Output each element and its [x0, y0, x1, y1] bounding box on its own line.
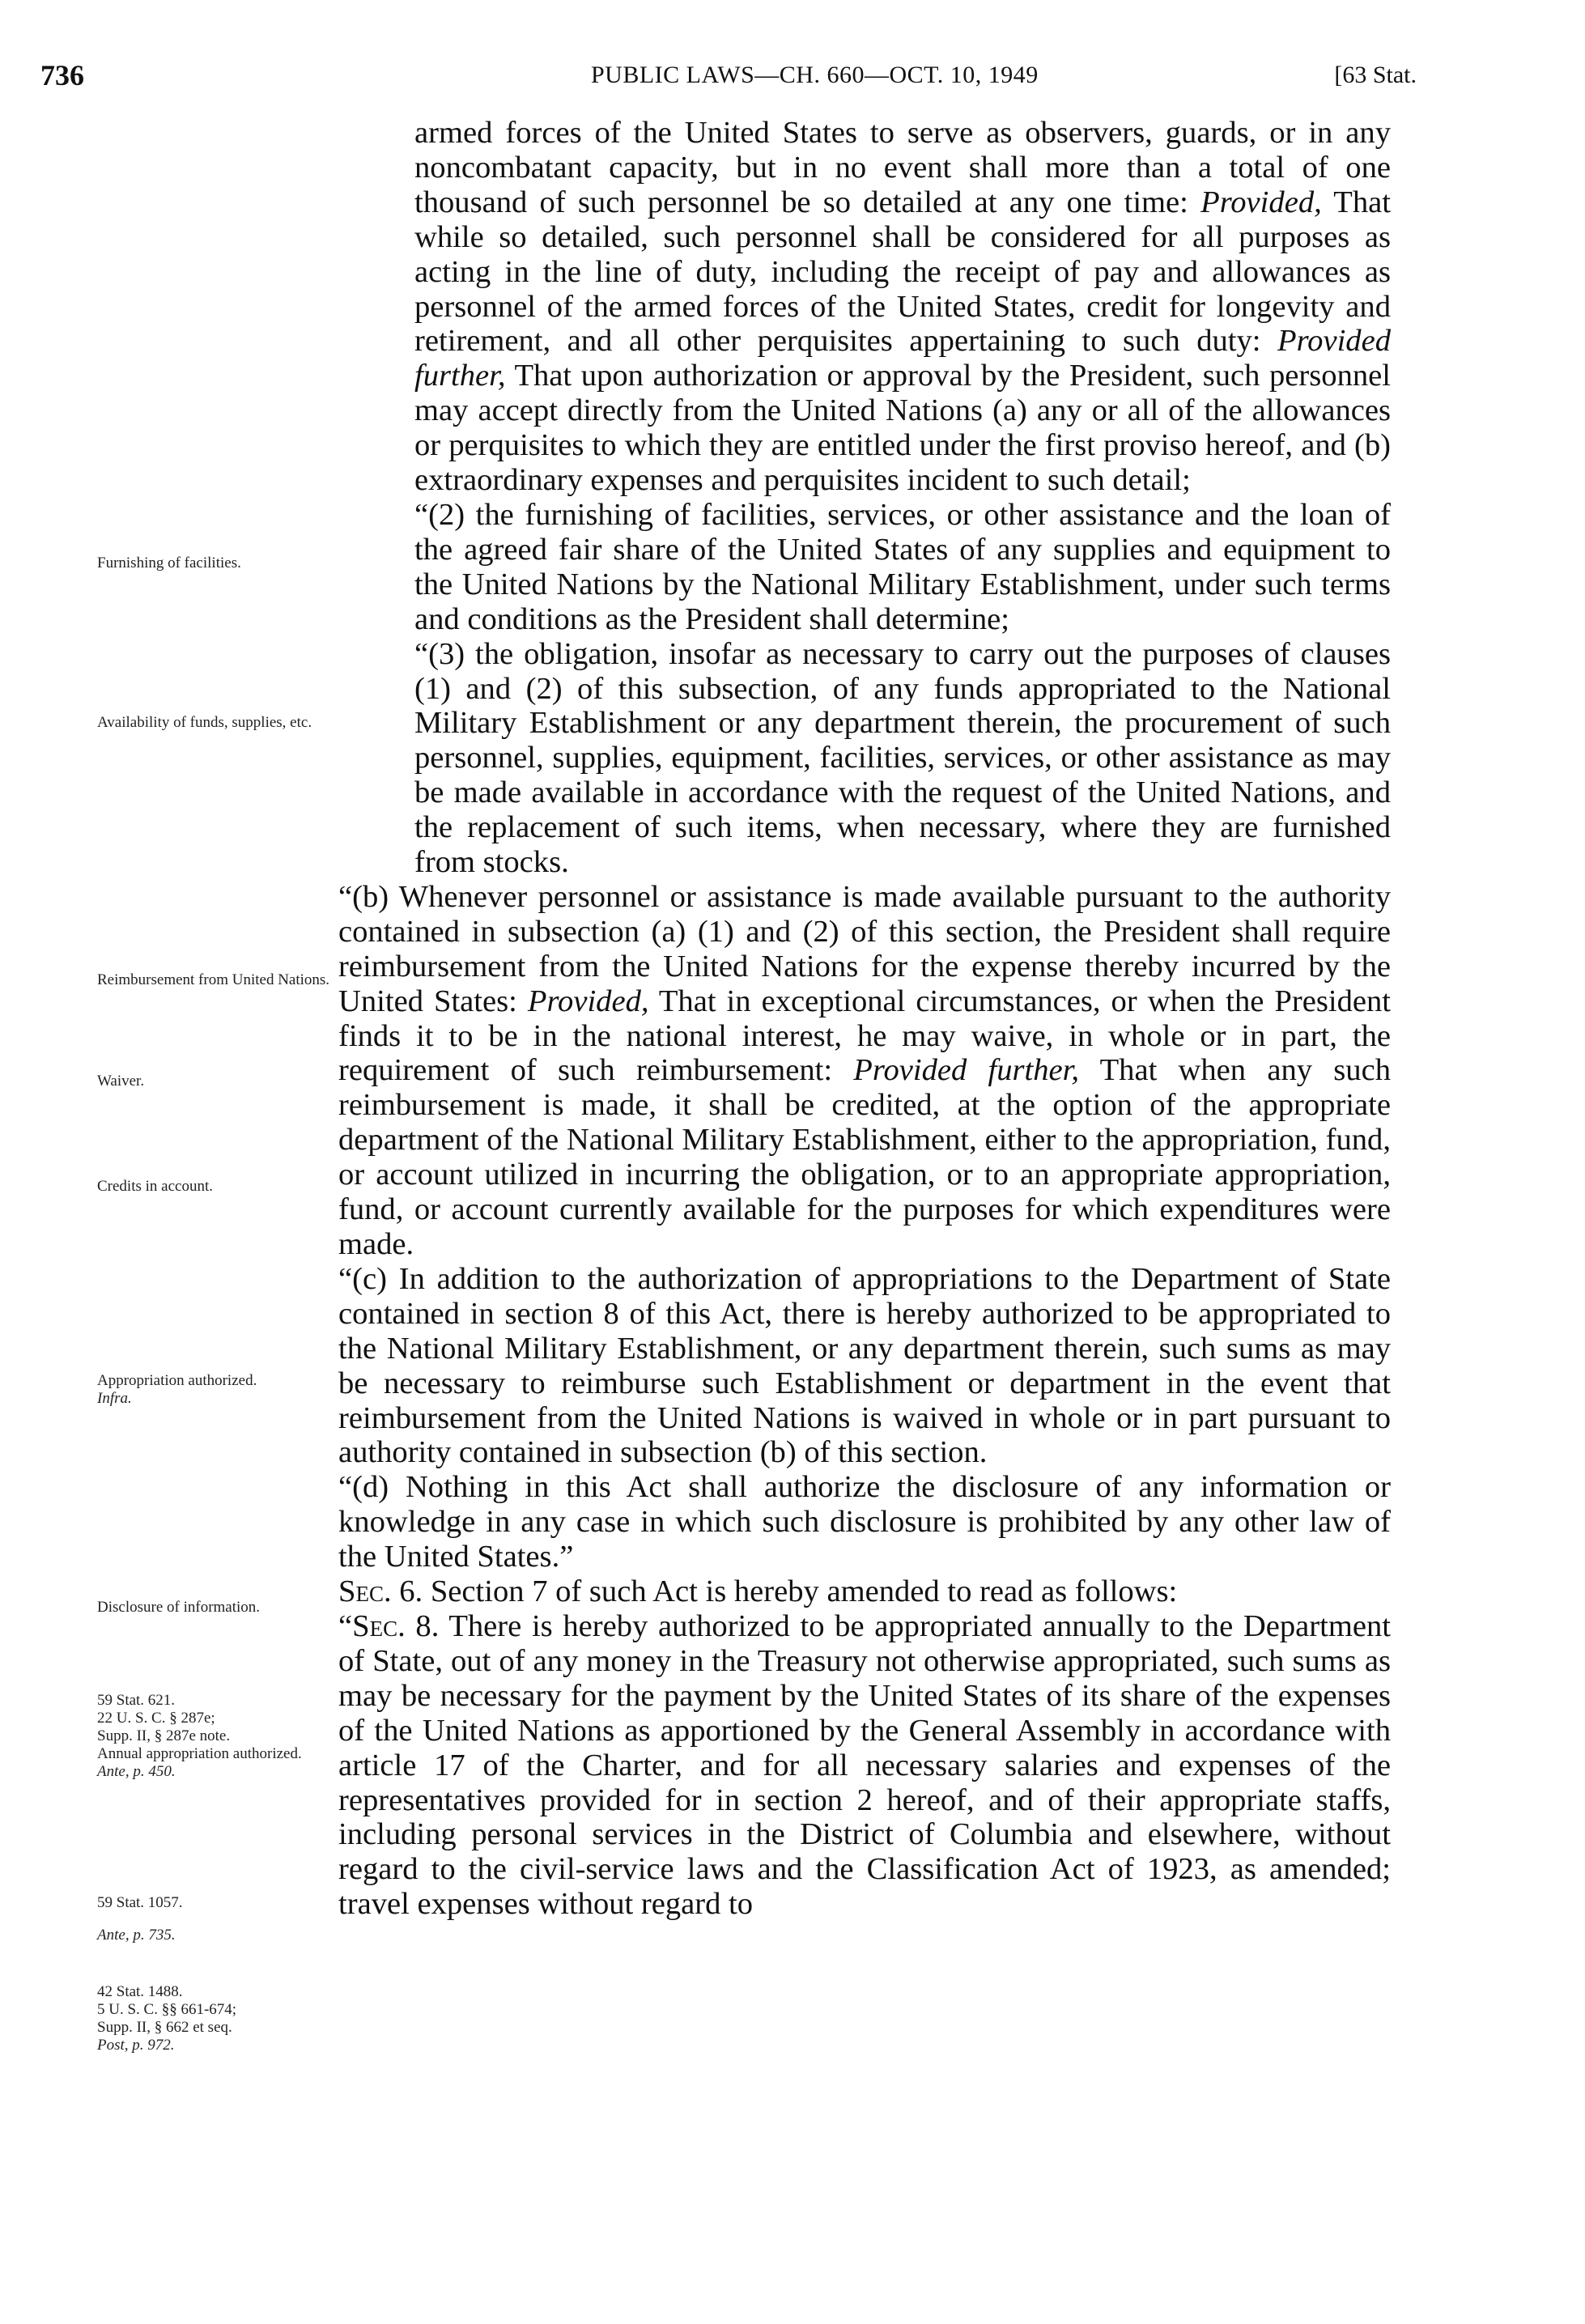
margin-note-waiver: Waiver. [97, 1073, 145, 1090]
paragraph-reimbursement: “(b) Whenever personnel or assistance is made available pursuant to the authority contained in subsection (a) (1) and (2) of this section, the President shall require reimbursement from the United Nations for the expense thereby incurred by the United States: Provided, That in exceptional circumstances, or when the President finds it to be in the national interest, he may waive, in whole or in part, the requirement of such reimbursement: Provided further, That when any such reimbursement is made, it shall be credited, at the option of the appropriate department of the National Military Establishment, either to the appropriation, fund, or account utilized in incurring the obligation, or to an appropriate appropriation, fund, or account currently available for the purposes for which expenditures were made. [338, 879, 1392, 1261]
margin-note-reimbursement: Reimbursement from United Nations. [97, 971, 330, 988]
paragraph-section-8: “Sec. 8. There is hereby authorized to be appropriated annually to the Department of State, out of any money in the Treasury not otherwise appropriated, such sums as may be necessary for the payment by the United States of its share of the expenses of the United Nations as apportioned by the General Assembly in accordance with article 17 of the Charter, and for all necessary salaries and expenses of the representatives provided for in section 2 hereof, and of their appropriate staffs, including personal services in the District of Columbia and elsewhere, without regard to the civil-service laws and the Classification Act of 1923, as amended; travel expenses without regard to [338, 1608, 1391, 1922]
margin-note-citation-59-stat-1057: 59 Stat. 1057. Ante, p. 735. [97, 1894, 183, 1944]
margin-note-citation-42-stat-1488: 42 Stat. 1488. 5 U. S. C. §§ 661-674; Supp. II, § 662 et seq. Post, p. 972. [97, 1983, 237, 2054]
margin-note-furnishing: Furnishing of facilities. [97, 554, 241, 571]
margin-note-appropriation: Appropriation authorized. Infra. [97, 1372, 257, 1407]
body-text [338, 116, 1391, 1922]
paragraph-disclosure: “(d) Nothing in this Act shall authorize the disclosure of any information or knowledge in any case in which such disclosure is prohibited by any other law of the United States.” [338, 1470, 1391, 1574]
margin-note-availability: Availability of funds, supplies, etc. [97, 714, 312, 731]
paragraph-appropriation: “(c) In addition to the authorization of appropriations to the Department of State contained in section 8 of this Act, there is hereby authorized to be appropriated to the National Military Establishment, or any department therein, such sums as may be necessary to reimburse such Establishment or department in the event that reimbursement from the United Nations is waived in whole or in part pursuant to authority contained in subsection (b) of this section. [338, 1261, 1391, 1470]
running-title: PUBLIC LAWS—CH. 660—OCT. 10, 1949 [591, 62, 1039, 88]
margin-note-citation-59-stat-621: 59 Stat. 621. 22 U. S. C. § 287e; Supp. II, § 287e note. Annual appropriation authorized. Ante, p. 450. [97, 1692, 302, 1780]
page-header [40, 58, 1417, 107]
volume-reference: [63 Stat. [1334, 62, 1417, 88]
page-number: 736 [40, 59, 84, 91]
paragraph-armed-forces: armed forces of the United States to serve as observers, guards, or in any noncombatant capacity, but in no event shall more than a total of one thousand of such personnel be so detailed at any one time: Provided, That while so detailed, such personnel shall be considered for all purposes as acting in the line of duty, including the receipt of pay and allowances as personnel of the armed forces of the United States, credit for longevity and retirement, and all other perquisites appertaining to such duty: Provided further, That upon authorization or approval by the President, such personnel may accept directly from the United Nations (a) any or all of the allowances or perquisites to which they are entitled under the first proviso hereof, and (b) extraordinary expenses and perquisites incident to such detail; [414, 116, 1391, 498]
paragraph-obligation: “(3) the obligation, insofar as necessary to carry out the purposes of clauses (1) and (2) of this subsection, of any funds appropriated to the National Military Establishment or any department therein, the procurement of such personnel, supplies, equipment, facilities, services, or other assistance as may be made available in accordance with the request of the United Nations, and the replacement of such items, when necessary, where they are furnished from stocks. [414, 636, 1391, 880]
margin-note-disclosure: Disclosure of information. [97, 1599, 261, 1616]
margin-note-credits: Credits in account. [97, 1178, 213, 1195]
paragraph-furnishing-facilities: “(2) the furnishing of facilities, services, or other assistance and the loan of the agreed fair share of the United States of any supplies and equipment to the United Nations by the National Military Establishment, under such terms and conditions as the President shall determine; [414, 497, 1391, 636]
paragraph-section-6: Sec. 6. Section 7 of such Act is hereby amended to read as follows: [338, 1574, 1178, 1609]
